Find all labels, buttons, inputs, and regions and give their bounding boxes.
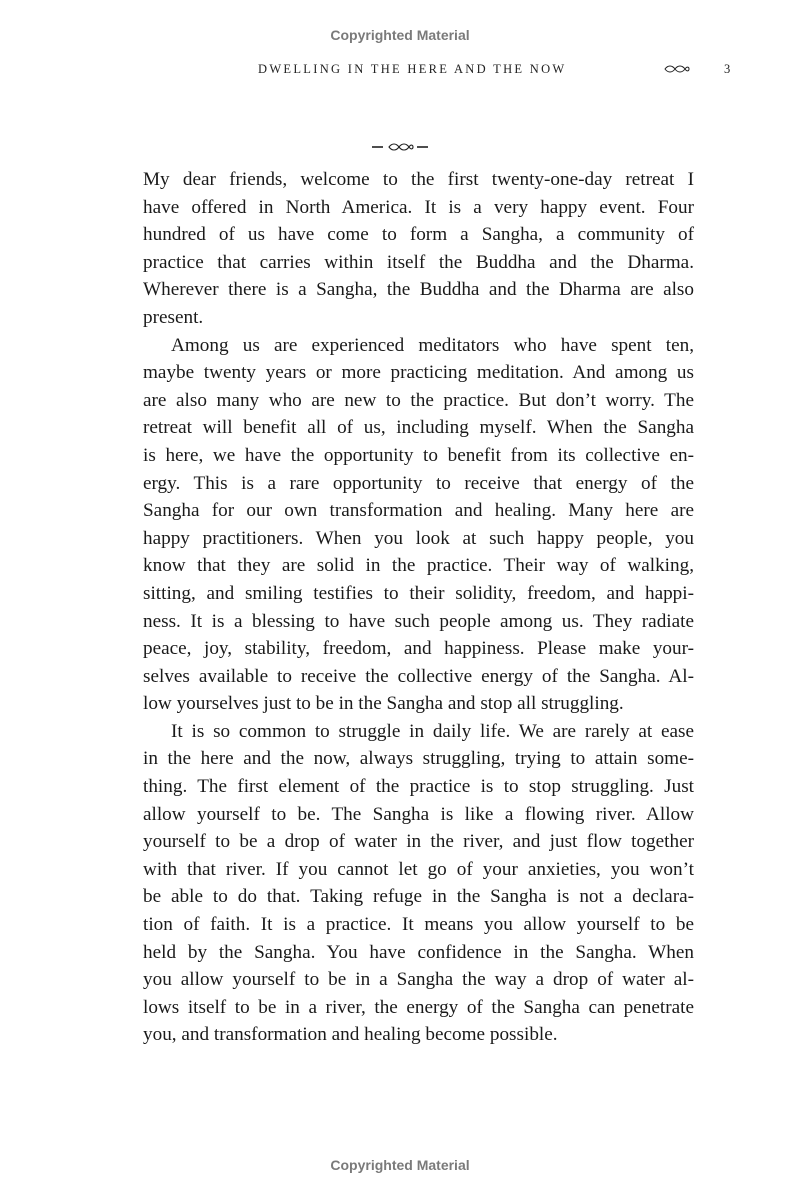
text-line: you allow yourself to be in a Sangha the way a drop of water al- xyxy=(143,969,694,991)
text-line: low yourselves just to be in the Sangha and stop all struggling. xyxy=(143,693,624,715)
text-line: with that river. If you cannot let go of your anxieties, you won’t xyxy=(143,858,694,880)
running-head xyxy=(258,62,738,82)
text-line: are also many who are new to the practice. But don’t worry. The xyxy=(143,389,694,411)
text-line: held by the Sangha. You have confidence in the Sangha. When xyxy=(143,941,694,963)
text-line: It is so common to struggle in daily life. We are rarely at ease xyxy=(171,720,694,742)
text-line: know that they are solid in the practice. Their way of walking, xyxy=(143,555,694,577)
knot-ornament-icon xyxy=(664,60,690,76)
watermark-bottom: Copyrighted Material xyxy=(330,1157,470,1173)
text-line: allow yourself to be. The Sangha is like a flowing river. Allow xyxy=(143,803,694,825)
dash-knot-dash-ornament-icon xyxy=(370,138,430,155)
text-line: happy practitioners. When you look at such happy people, you xyxy=(143,527,694,549)
text-line: thing. The first element of the practice is to stop struggling. Just xyxy=(143,776,694,798)
watermark-top: Copyrighted Material xyxy=(330,27,470,43)
running-head-title: DWELLING IN THE HERE AND THE NOW xyxy=(258,62,567,76)
text-line: retreat will benefit all of us, including myself. When the Sangha xyxy=(143,417,694,439)
text-line: have offered in North America. It is a very happy event. Four xyxy=(143,196,694,218)
paragraph xyxy=(143,166,694,332)
text-line: peace, joy, stability, freedom, and happiness. Please make your- xyxy=(143,638,694,660)
body-text xyxy=(143,166,694,1049)
text-line: Sangha for our own transformation and healing. Many here are xyxy=(143,500,694,522)
text-line: Among us are experienced meditators who have spent ten, xyxy=(171,334,694,356)
text-line: Wherever there is a Sangha, the Buddha and the Dharma are also xyxy=(143,279,694,301)
text-line: yourself to be a drop of water in the river, and just flow together xyxy=(143,831,694,853)
text-line: tion of faith. It is a practice. It means you allow yourself to be xyxy=(143,914,694,936)
text-line: My dear friends, welcome to the first twenty-one-day retreat I xyxy=(143,169,694,190)
text-line: you, and transformation and healing become possible. xyxy=(143,1024,558,1046)
text-line: selves available to receive the collective energy of the Sangha. Al- xyxy=(143,665,694,687)
text-line: be able to do that. Taking refuge in the Sangha is not a declara- xyxy=(143,886,694,908)
page-number: 3 xyxy=(724,62,731,76)
paragraph xyxy=(143,332,694,718)
text-line: practice that carries within itself the Buddha and the Dharma. xyxy=(143,251,694,273)
text-line: maybe twenty years or more practicing meditation. And among us xyxy=(143,362,694,384)
text-line: is here, we have the opportunity to benefit from its collective en- xyxy=(143,444,694,466)
text-line: hundred of us have come to form a Sangha, a community of xyxy=(143,224,694,246)
text-line: sitting, and smiling testifies to their solidity, freedom, and happi- xyxy=(143,582,694,604)
text-line: lows itself to be in a river, the energy of the Sangha can penetrate xyxy=(143,996,694,1018)
text-line: ness. It is a blessing to have such people among us. They radiate xyxy=(143,610,694,632)
text-line: in the here and the now, always struggling, trying to attain some- xyxy=(143,748,694,770)
text-line: ergy. This is a rare opportunity to receive that energy of the xyxy=(143,472,694,494)
text-line: present. xyxy=(143,306,204,328)
paragraph xyxy=(143,718,694,1049)
section-divider xyxy=(0,138,800,156)
